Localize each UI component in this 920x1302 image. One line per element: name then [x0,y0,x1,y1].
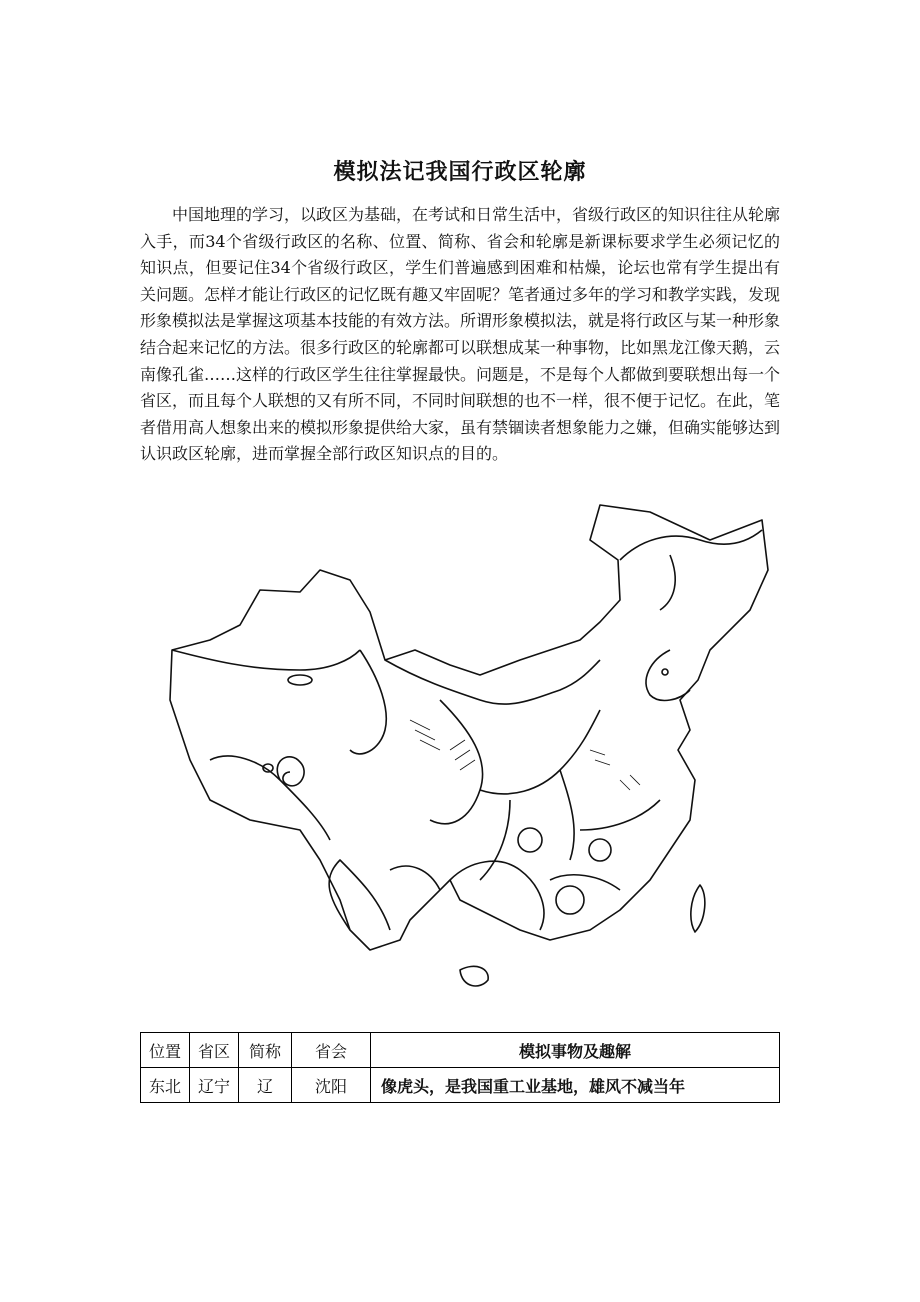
camel-outline [385,660,600,704]
swan-outline [620,530,762,560]
map-drawing [150,500,780,1000]
south-provinces [390,861,620,930]
table-row [141,1068,780,1103]
table-header-row [141,1033,780,1068]
cell-position: 东北 [141,1068,190,1103]
header-capital: 省会 [292,1033,371,1068]
elephant-head [172,650,360,670]
header-province: 省区 [190,1033,239,1068]
central-provinces [430,700,660,880]
hunan-face [518,828,542,852]
hatching [410,720,640,790]
elephant-trunk [350,650,386,754]
cell-analogy: 像虎头，是我国重工业基地，雄风不减当年 [371,1068,780,1103]
tiger-head [646,650,690,700]
cell-capital: 沈阳 [292,1068,371,1103]
ram-face [210,756,330,840]
guangdong-face [556,886,584,914]
intro-paragraph: 中国地理的学习，以政区为基础，在考试和日常生活中，省级行政区的知识往往从轮廓入手，而34个省级行政区的名称、位置、简称、省会和轮廓是新课标要求学生必须记忆的知识点，但要记住34个省级行政区，学生们普遍感到困难和枯燥，论坛也常有学生提出有关问题。怎样才能让行政区的记忆既有趣又牢固呢？笔者通过多年的学习和教学实践，发现形象模拟法是掌握这项基本技能的有效方法。所谓形象模拟法，就是将行政区与某一种形象结合起来记忆的方法。很多行政区的轮廓都可以联想成某一种事物，比如黑龙江像天鹅，云南像孔雀……这样的行政区学生往往掌握最快。问题是，不是每个人都做到要联想出每一个省区，而且每个人联想的又有所不同，不同时间联想的也不一样，很不便于记忆。在此，笔者借用高人想象出来的模拟形象提供给大家，虽有禁锢读者想象能力之嫌，但确实能够达到认识政区轮廓，进而掌握全部行政区知识点的目的。 [140,205,781,464]
header-abbreviation: 简称 [239,1033,292,1068]
tiger-eye [662,669,668,675]
province-table [140,1032,780,1103]
page-title: 模拟法记我国行政区轮廓 [333,159,587,185]
china-animal-map-illustration [150,500,780,1000]
swan-neck [660,555,675,610]
cell-abbreviation: 辽 [239,1068,292,1103]
header-analogy: 模拟事物及趣解 [371,1033,780,1068]
jiangxi-face [589,839,611,861]
hainan-island [460,966,488,986]
china-outline [170,505,768,950]
elephant-eye [288,675,312,685]
province-table-container [140,1032,780,1103]
cell-province: 辽宁 [190,1068,239,1103]
header-position: 位置 [141,1033,190,1068]
taiwan-island [691,885,705,932]
